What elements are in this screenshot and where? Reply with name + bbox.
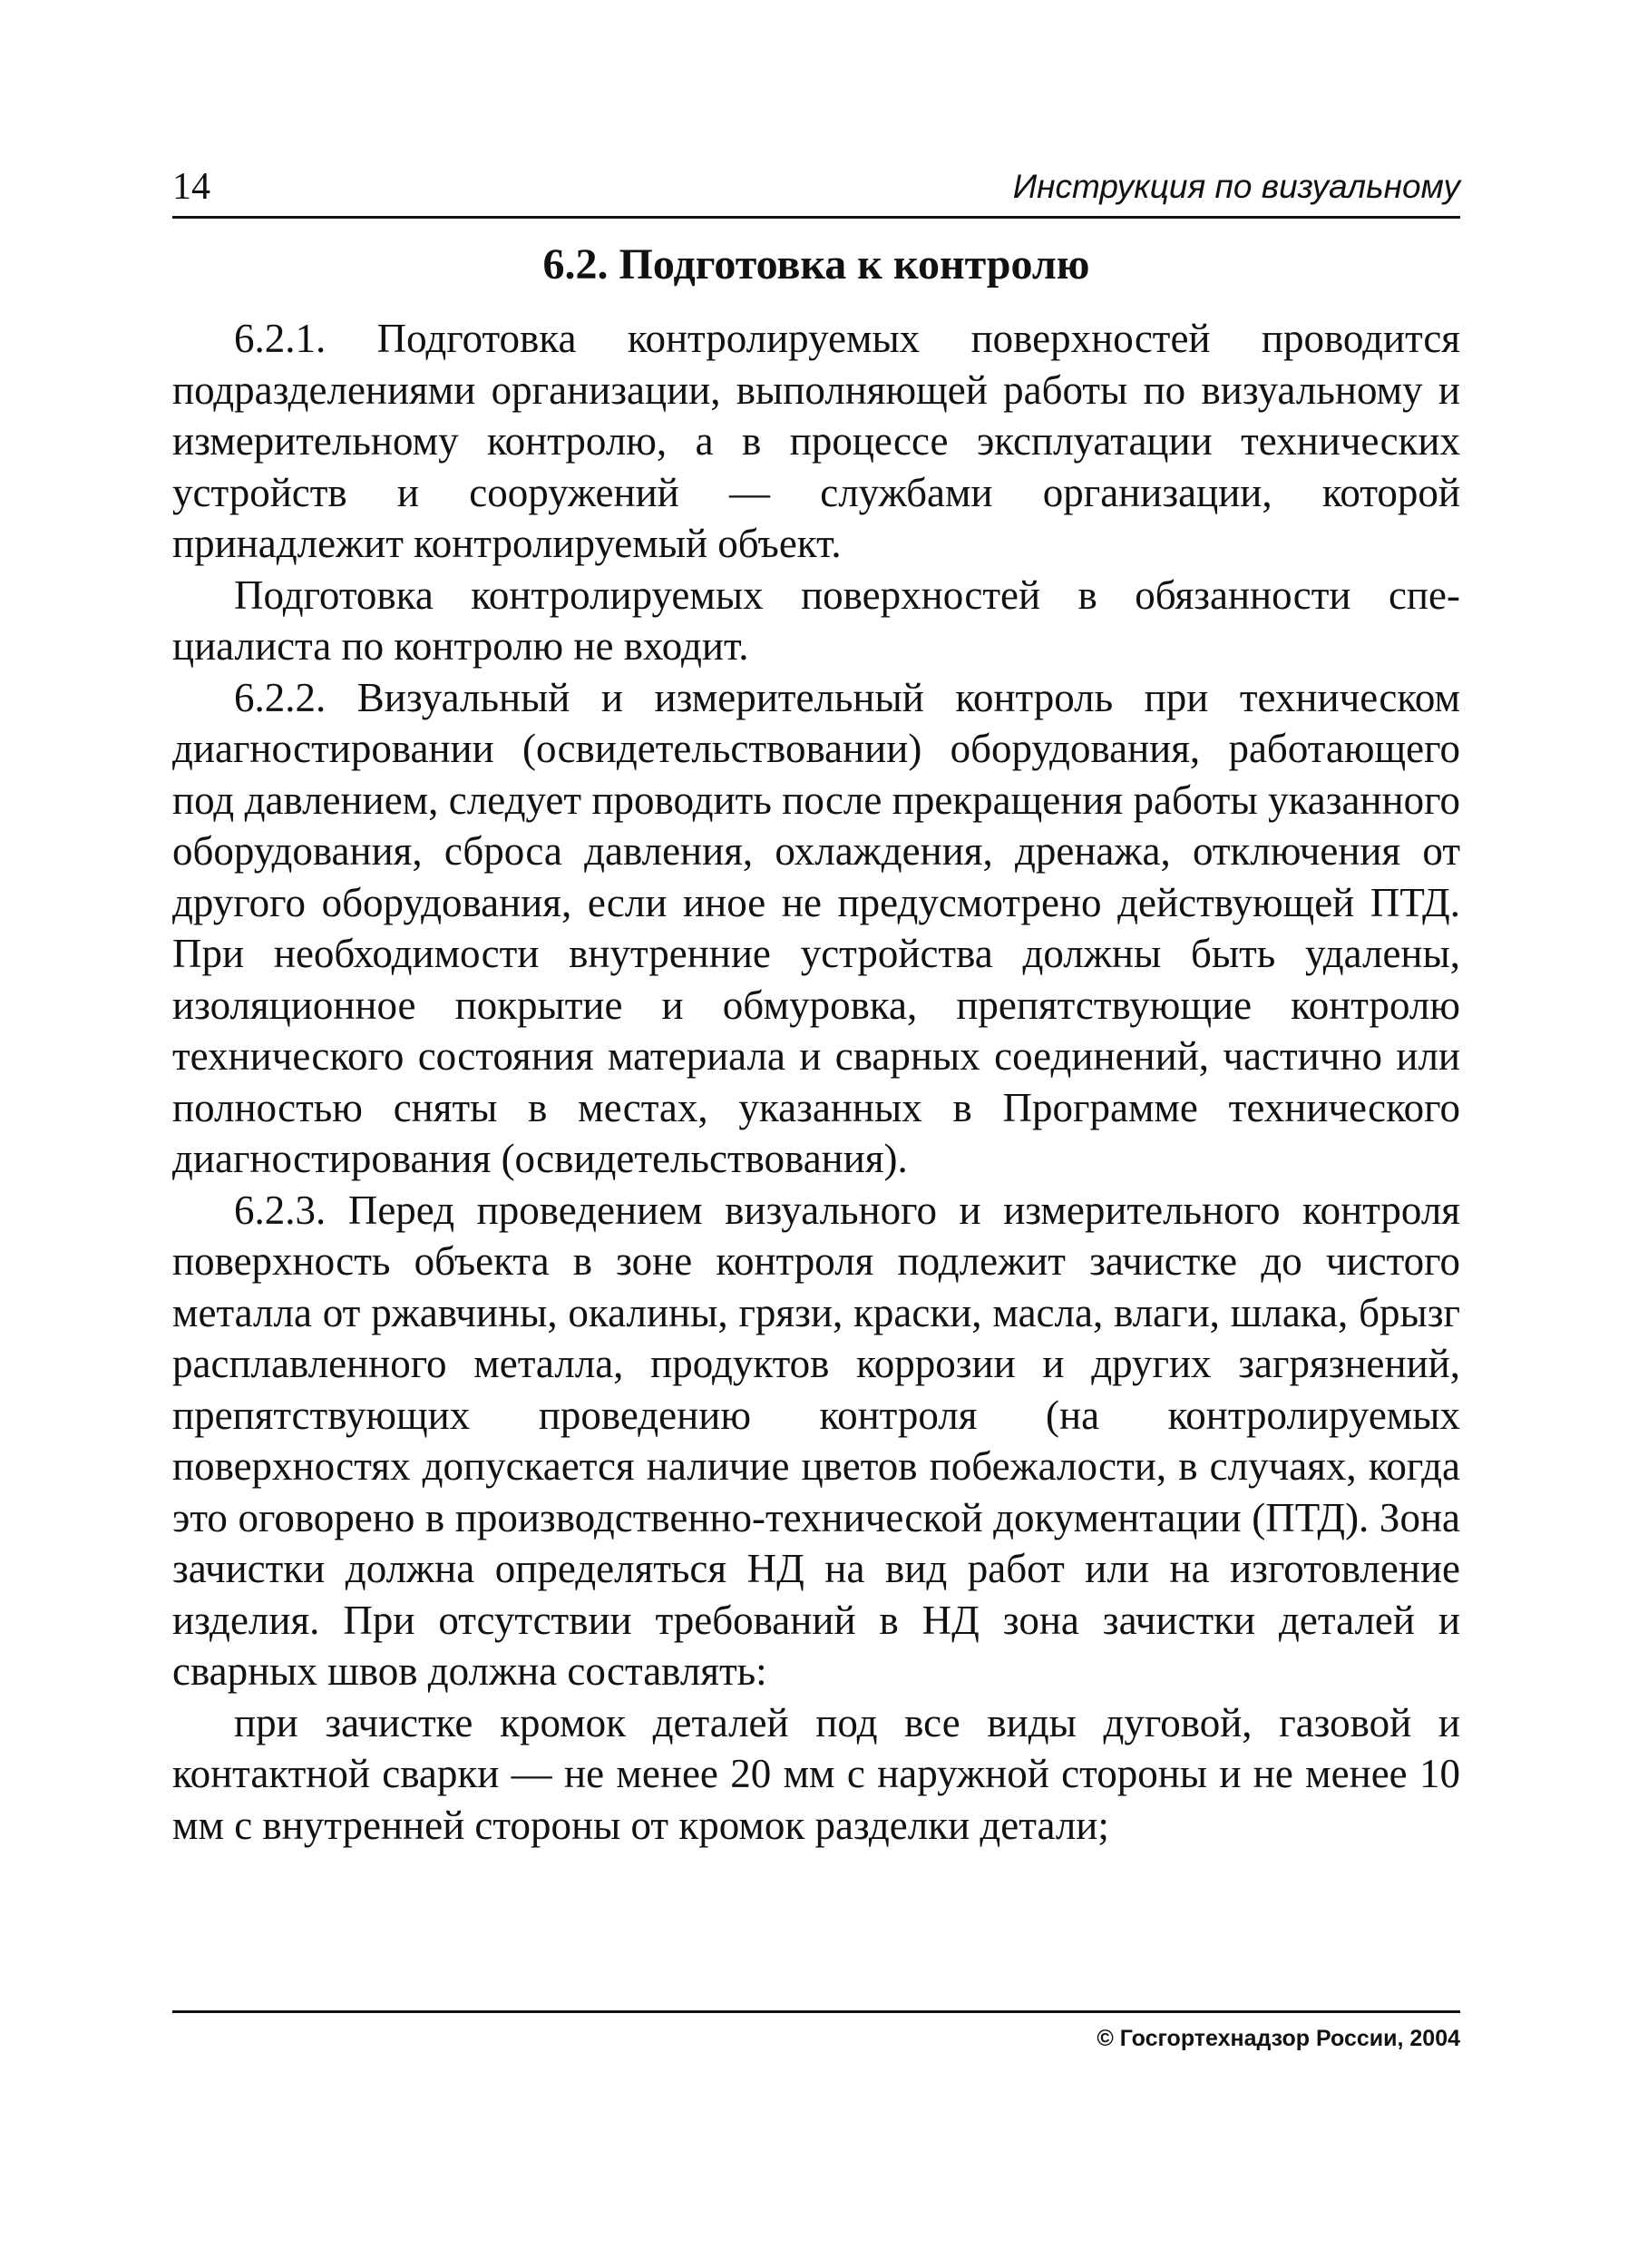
section-title: 6.2. Подготовка к контролю <box>542 240 1090 288</box>
paragraph-preparation-note: Подготовка контролируемых поверхностей в обязанности специалиста по контролю не входит. <box>172 572 1460 669</box>
paragraph-6-2-1: 6.2.1. Подготовка контролируемых поверхностей проводится подразделениями организации, выполняющей работы по визуальному и измерительному контролю, а в процессе эксплуатации технических устройств и сооружений — службами организации, которой принадлежит контролируемый объект. <box>172 316 1460 566</box>
running-title: Инструкция по визуальному <box>1012 168 1460 205</box>
page-number: 14 <box>172 166 210 208</box>
footer-divider <box>172 2010 1460 2013</box>
page-header <box>172 161 1460 219</box>
body-text <box>172 313 1460 1851</box>
paragraph-6-2-3: 6.2.3. Перед проведением визуального и измерительного контроля поверхность объекта в зоне контроля подлежит зачистке до чистого металла от ржавчины, окалины, грязи, краски, масла, влаги, шлака, брызг расплавленного металла, продуктов коррозии и других загрязнений, препятствующих проведению контроля (на контролируемых поверхностях допускается наличие цветов побежалости, в случаях, когда это оговорено в производственно-технической документации (ПТД). Зона зачистки должна определяться НД на вид работ или на изготовление изделия. При отсутствии требований в НД зона зачистки деталей и сварных швов должна составлять: <box>172 1187 1460 1694</box>
copyright-notice: © Госгортехнадзор России, 2004 <box>1097 2026 1460 2051</box>
paragraph-6-2-2: 6.2.2. Визуальный и измерительный контроль при техническом диагностировании (освидетельствовании) оборудования, работающего под давлением, следует проводить после прекращения работы указанного оборудования, сброса давления, охлаждения, дренажа, отключения от другого оборудования, если иное не предусмотрено действующей ПТД. При необходимости внутренние устройства должны быть удалены, изоляционное покрытие и обмуровка, препятствующие контролю технического состояния материала и сварных соединений, частично или полностью сняты в местах, указанных в Программе технического диагностирования (освидетельствования). <box>172 674 1460 1181</box>
paragraph-edge-cleaning: при зачистке кромок деталей под все виды дуговой, газовой и контактной сварки — не менее 20 мм с наружной стороны и не менее 10 мм с внутренней стороны от кромок разделки детали; <box>172 1699 1460 1848</box>
